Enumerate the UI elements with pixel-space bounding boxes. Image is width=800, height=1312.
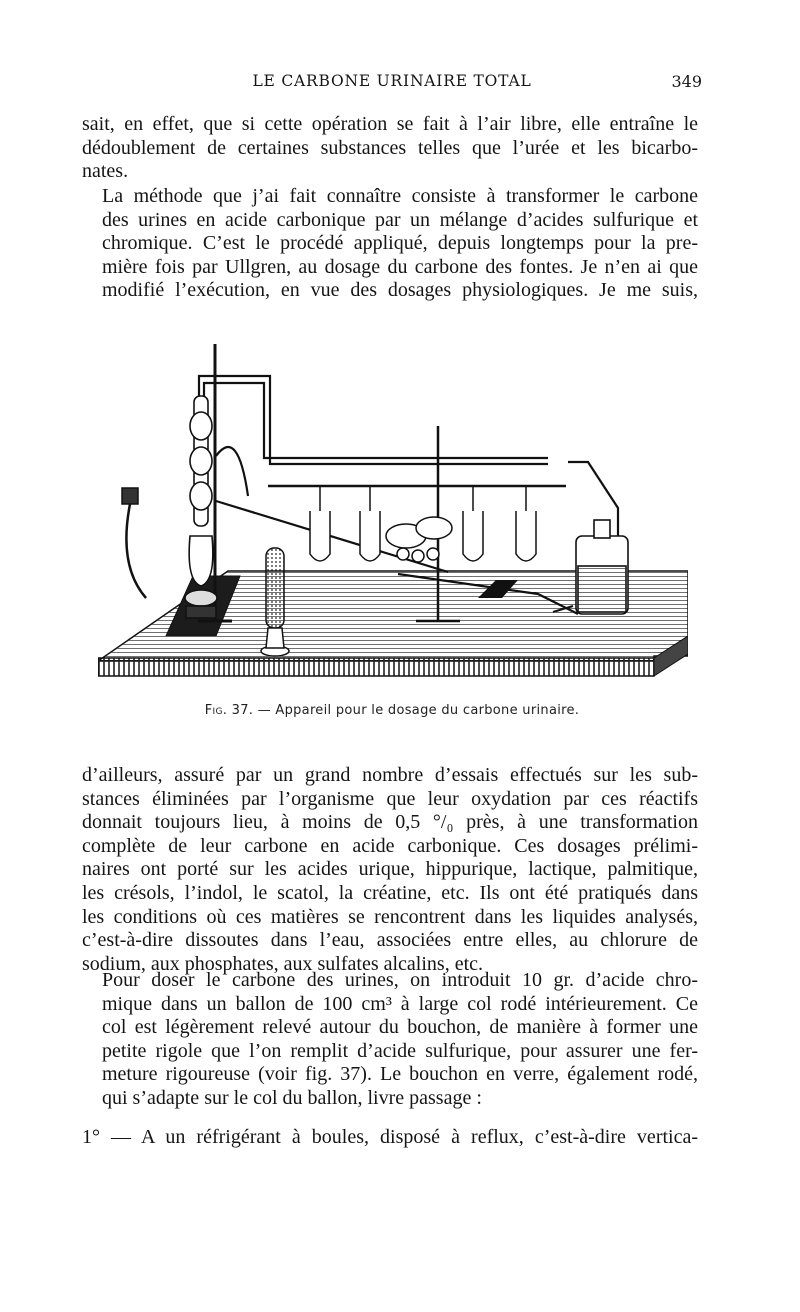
text-line: c’est-à-dire dissoutes dans l’eau, associées entre elles, au chlorure de — [82, 929, 698, 952]
paragraph-5 — [82, 1126, 698, 1150]
running-title: LE CARBONE URINAIRE TOTAL — [252, 72, 532, 90]
text-line: chromique. C’est le procédé appliqué, depuis longtemps pour la pre- — [102, 232, 698, 255]
text-line: les crésols, l’indol, le scatol, la créatine, etc. Ils ont été pratiqués dans — [82, 881, 698, 904]
plug-box — [122, 488, 146, 598]
text-line: d’ailleurs, assuré par un grand nombre d’essais effectués sur les sub- — [82, 764, 698, 786]
paragraph-4 — [82, 969, 698, 1111]
text-line: Pour doser le carbone des urines, on introduit 10 gr. d’acide chro- — [102, 969, 698, 991]
text-line: les conditions où ces matières se rencontrent dans les liquides analysés, — [82, 905, 698, 928]
text-line: donnait toujours lieu, à moins de 0,5 °/₀ près, à une transformation — [82, 811, 698, 834]
text-line: meture rigoureuse (voir fig. 37). Le bouchon en verre, également rodé, — [102, 1063, 698, 1086]
paragraph-3 — [82, 764, 698, 976]
text-line: dédoublement de certaines substances telles que l’urée et les bicarbo- — [82, 136, 698, 159]
text-line: stances éliminées par l’organisme que leur oxydation par ces réactifs — [82, 787, 698, 810]
figure-label: Fig. 37. — [204, 703, 254, 718]
running-head — [82, 72, 702, 96]
text-line: La méthode que j’ai fait connaître consiste à transformer le carbone — [102, 185, 698, 207]
apparatus-drawing — [98, 336, 688, 680]
text-line: nates. — [82, 160, 129, 183]
text-line: complète de leur carbone en acide carbonique. Ces dosages prélimi- — [82, 834, 698, 857]
text-line: des urines en acide carbonique par un mélange d’acides sulfurique et — [102, 208, 698, 231]
text-line: sait, en effet, que si cette opération se fait à l’air libre, elle entraîne le — [82, 113, 698, 135]
text-line: col est légèrement relevé autour du bouchon, de manière à former une — [102, 1016, 698, 1039]
text-line: mique dans un ballon de 100 cm³ à large col rodé intérieurement. Ce — [102, 992, 698, 1015]
text-line: sodium, aux phosphates, aux sulfates alcalins, etc. — [82, 952, 484, 975]
page-number: 349 — [671, 72, 702, 91]
text-line: modifié l’exécution, en vue des dosages physiologiques. Je me suis, — [102, 279, 698, 302]
text-line: mière fois par Ullgren, au dosage du carbone des fontes. Je n’en ai que — [102, 255, 698, 278]
text-line: qui s’adapte sur le col du ballon, livre passage : — [102, 1086, 482, 1109]
apparatus-illustration — [98, 336, 688, 680]
paragraph-2 — [82, 185, 698, 303]
figure-caption — [82, 703, 702, 718]
paragraph-1 — [82, 113, 698, 184]
text-line: petite rigole que l’on remplit d’acide sulfurique, pour assurer une fer- — [102, 1039, 698, 1062]
text-line: 1° — A un réfrigérant à boules, disposé à reflux, c’est-à-dire vertica- — [82, 1126, 698, 1148]
text-line: naires ont porté sur les acides urique, hippurique, lactique, palmitique, — [82, 858, 698, 881]
figure-caption-text: — Appareil pour le dosage du carbone urinaire. — [253, 703, 580, 718]
